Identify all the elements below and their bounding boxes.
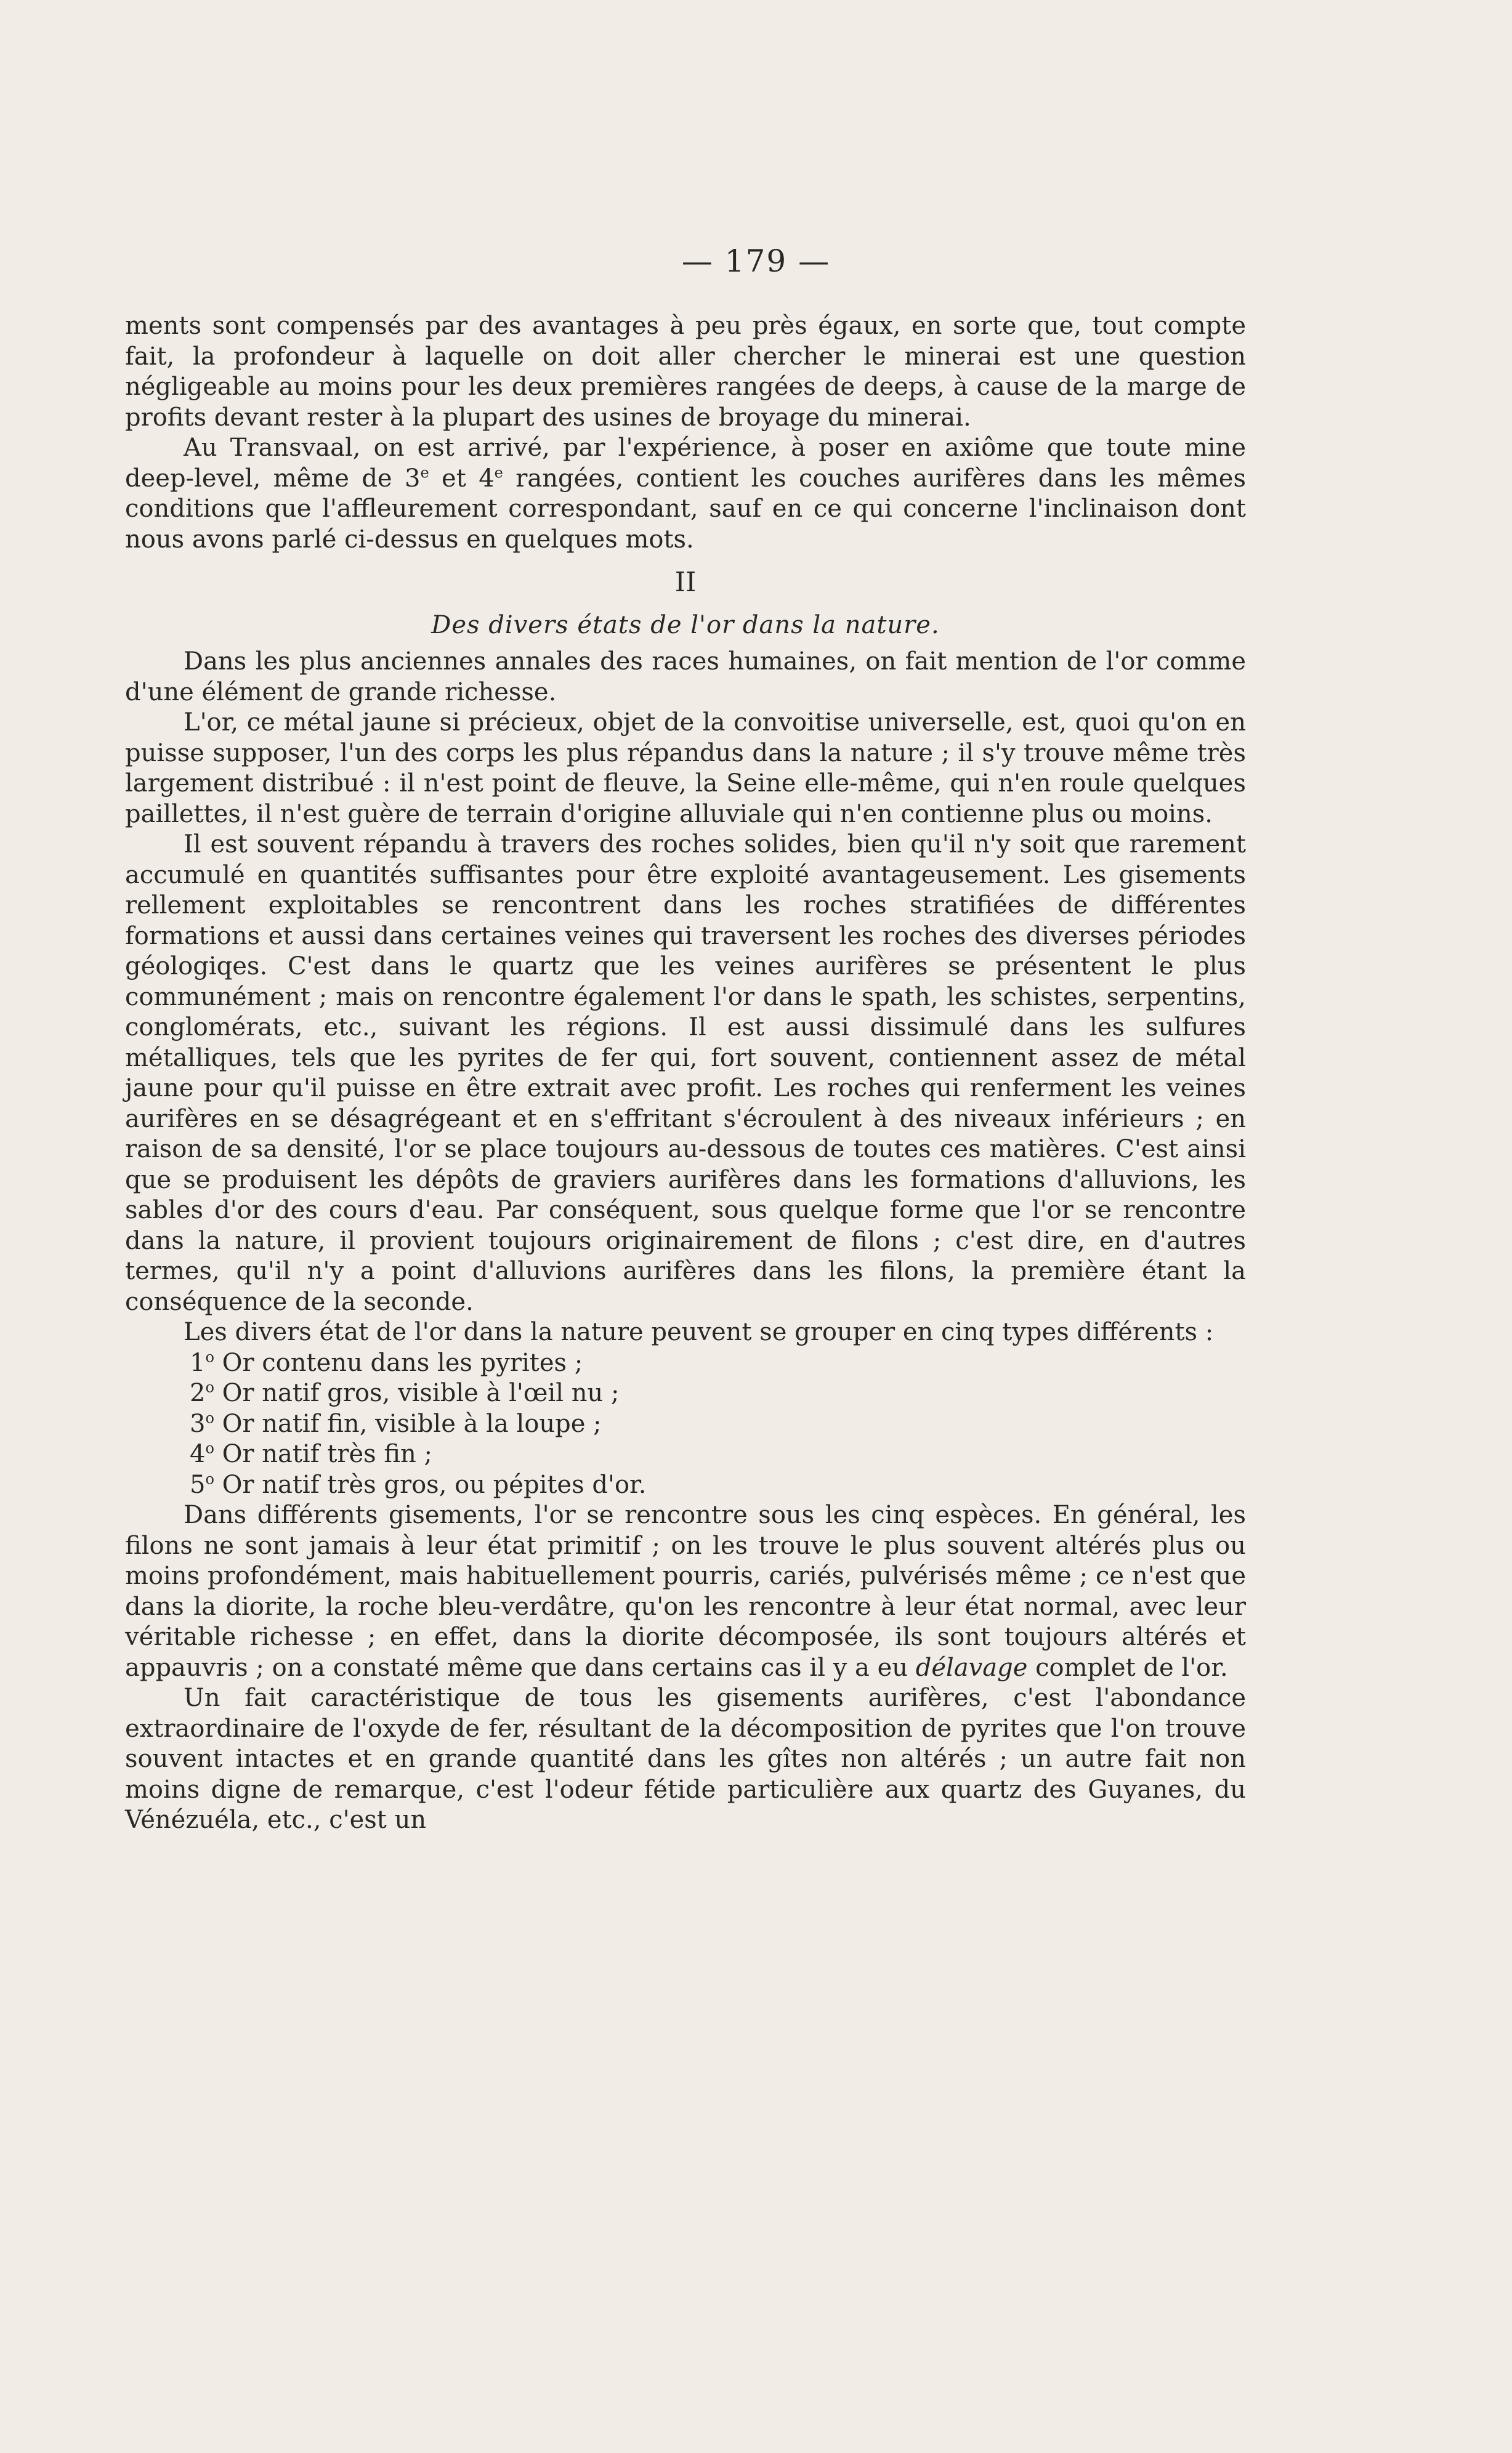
section-title: Des divers états de l'or dans la nature. [431, 610, 940, 639]
paragraph-transvaal [125, 433, 1246, 555]
paragraph-gisements-part-b: complet de l'or. [1027, 1653, 1228, 1682]
superscript-e-2: e [494, 464, 503, 482]
page-body [125, 311, 1246, 1836]
list-item-5: 5$^o$ Or natif très gros, ou pépites d'or. [190, 1470, 647, 1499]
paragraph-continuation: ments sont compensés par des avantages à peu près égaux, en sorte que, tout compte fait, la profondeur à laquelle on doit aller chercher le minerai est une question négligeable au moins pour les deux premières rangées de deeps, à cause de la marge de profits devant rester à la plupart des usines de broyage du minerai. [125, 312, 1246, 432]
list-item-2: 2$^o$ Or natif gros, visible à l'œil nu ; [190, 1378, 620, 1407]
list-item-1: 1$^o$ Or contenu dans les pyrites ; [190, 1348, 583, 1377]
paragraph-fait-caracteristique: Un fait caractéristique de tous les gisements aurifères, c'est l'abondance extraordinaire de l'oxyde de fer, résultant de la décomposition de pyrites que l'on trouve souvent intactes et en grande quantité dans les gîtes non altérés ; un autre fait non moins digne de remarque, c'est l'odeur fétide particulière aux quartz des Guyanes, du Vénézuéla, etc., c'est un [125, 1684, 1246, 1834]
paragraph-or-metal: L'or, ce métal jaune si précieux, objet de la convoitise universelle, est, quoi qu'on en puisse supposer, l'un des corps les plus répandus dans la nature ; il s'y trouve même très largement distribué : il n'est point de fleuve, la Seine elle-même, qui n'en roule quelques paillettes, il n'est guère de terrain d'origine alluviale qui n'en contienne plus ou moins. [125, 708, 1246, 828]
paragraph-gisements [125, 1500, 1246, 1683]
paragraph-annales: Dans les plus anciennes annales des races humaines, on fait mention de l'or comme d'une élément de grande richesse. [125, 647, 1246, 706]
paragraph-transvaal-part-b: et 4 [429, 464, 495, 493]
paragraph-transvaal-part-a: Au Transvaal, on est arrivé, par l'expérience, à poser en axiôme que toute mine deep-level, même de 3 [125, 434, 1246, 493]
italic-delavage: délavage [915, 1653, 1028, 1682]
paragraph-roches: Il est souvent répandu à travers des roches solides, bien qu'il n'y soit que rarement accumulé en quantités suffisantes pour être exploité avantageusement. Les gisements rellement exploitables se rencontrent dans les roches stratifiées de différentes formations et aussi dans certaines veines qui traversent les roches des diverses périodes géologiqes. C'est dans le quartz que les veines aurifères se présentent le plus communément ; mais on rencontre également l'or dans le spath, les schistes, serpentins, conglomérats, etc., suivant les régions. Il est aussi dissimulé dans les sulfures métalliques, tels que les pyrites de fer qui, fort souvent, contiennent assez de métal jaune pour qu'il puisse en être extrait avec profit. Les roches qui renferment les veines aurifères en se désagrégeant et en s'effritant s'écroulent à des niveaux inférieurs ; en raison de sa densité, l'or se place toujours au-dessous de toutes ces matières. C'est ainsi que se produisent les dépôts de graviers aurifères dans les formations d'alluvions, les sables d'or des cours d'eau. Par conséquent, sous quelque forme que l'or se rencontre dans la nature, il provient toujours originairement de filons ; c'est dire, en d'autres termes, qu'il n'y a point d'alluvions aurifères dans les filons, la première étant la conséquence de la seconde. [125, 830, 1246, 1316]
list-item-4: 4$^o$ Or natif très fin ; [190, 1439, 432, 1468]
page-number: — 179 — [681, 243, 831, 279]
superscript-e-1: e [420, 464, 429, 482]
section-number: II [674, 567, 697, 598]
list-item-3: 3$^o$ Or natif fin, visible à la loupe ; [190, 1409, 602, 1438]
paragraph-transvaal-part-c: rangées, contient les couches aurifères dans les mêmes conditions que l'affleurement correspondant, sauf en ce qui concerne l'inclinaison dont nous avons parlé ci-dessus en quelques mots. [125, 464, 1246, 554]
paragraph-types-intro: Les divers état de l'or dans la nature peuvent se grouper en cinq types différents : [184, 1318, 1214, 1346]
paragraph-gisements-part-a: Dans différents gisements, l'or se rencontre sous les cinq espèces. En général, les filons ne sont jamais à leur état primitif ; on les trouve le plus souvent altérés plus ou moins profondément, mais habituellement pourris, cariés, pulvérisés même ; ce n'est que dans la diorite, la roche bleu-verdâtre, qu'on les rencontre à leur état normal, avec leur véritable richesse ; en effet, dans la diorite décomposée, ils sont toujours altérés et appauvris ; on a constaté même que dans certains cas il y a eu [125, 1501, 1246, 1682]
